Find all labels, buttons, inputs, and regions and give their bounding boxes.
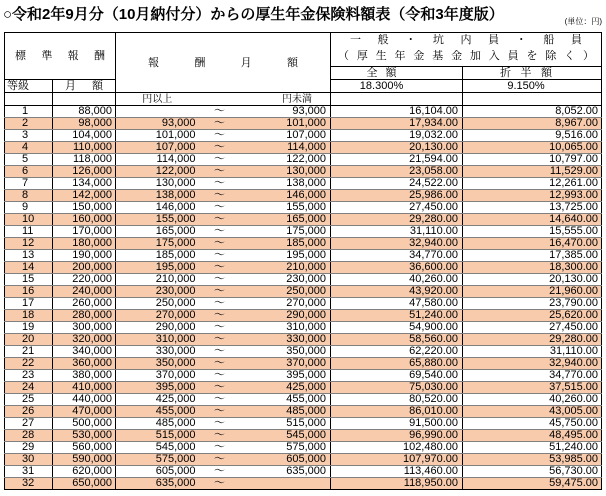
full-amount-cell: 107,970.00: [331, 454, 463, 466]
grade-cell: 12: [5, 238, 53, 250]
upper-bound-cell: 130,000: [241, 166, 331, 178]
half-amount-cell: 45,750.00: [463, 418, 602, 430]
grade-cell: 26: [5, 406, 53, 418]
grade-cell: 11: [5, 226, 53, 238]
half-amount-cell: 25,620.00: [463, 310, 602, 322]
table-row: [5, 334, 602, 346]
standard-monthly-cell: 98,000: [53, 118, 116, 130]
standard-monthly-cell: 134,000: [53, 178, 116, 190]
lower-bound-cell: 165,000: [116, 226, 199, 238]
full-amount-cell: 91,500.00: [331, 418, 463, 430]
upper-bound-cell: 230,000: [241, 274, 331, 286]
upper-bound-cell: 455,000: [241, 394, 331, 406]
half-amount-cell: 34,770.00: [463, 370, 602, 382]
lower-bound-cell: 575,000: [116, 454, 199, 466]
grade-cell: 3: [5, 130, 53, 142]
standard-remuneration-header: [5, 33, 116, 80]
standard-monthly-cell: 104,000: [53, 130, 116, 142]
table-row: [5, 274, 602, 286]
full-amount-cell: 62,220.00: [331, 346, 463, 358]
table-row: [5, 394, 602, 406]
upper-bound-cell: 250,000: [241, 286, 331, 298]
full-amount-cell: 65,880.00: [331, 358, 463, 370]
lower-bound-cell: 395,000: [116, 382, 199, 394]
grade-cell: 18: [5, 310, 53, 322]
standard-monthly-cell: 260,000: [53, 298, 116, 310]
upper-bound-cell: 146,000: [241, 190, 331, 202]
range-separator-cell: ～: [199, 118, 241, 130]
grade-cell: 21: [5, 346, 53, 358]
range-separator-cell: ～: [199, 382, 241, 394]
upper-bound-cell: 395,000: [241, 370, 331, 382]
insured-category-note: （ 厚 生 年 金 基 金 加 入 員 を 除 く ）: [338, 50, 595, 62]
lower-bound-cell: 545,000: [116, 442, 199, 454]
half-amount-cell: 9,516.00: [463, 130, 602, 142]
lower-bound-cell: 114,000: [116, 154, 199, 166]
range-separator-cell: ～: [199, 406, 241, 418]
lower-bound-cell: 425,000: [116, 394, 199, 406]
page-title: ○令和2年9月分（10月納付分）からの厚生年金保険料額表（令和3年度版）: [3, 6, 504, 23]
insured-category-label: 一 般 ・ 坑 内 員 ・ 船 員: [350, 34, 583, 46]
range-separator-cell: ～: [199, 286, 241, 298]
standard-monthly-cell: 320,000: [53, 334, 116, 346]
half-amount-cell: 21,960.00: [463, 286, 602, 298]
range-separator-cell: ～: [199, 334, 241, 346]
range-separator-cell: ～: [199, 430, 241, 442]
remuneration-monthly-label: 報 酬 月 額: [148, 56, 298, 69]
lower-bound-cell: 138,000: [116, 190, 199, 202]
table-row: [5, 466, 602, 478]
range-separator-cell: ～: [199, 274, 241, 286]
full-amount-cell: 43,920.00: [331, 286, 463, 298]
standard-monthly-cell: 620,000: [53, 466, 116, 478]
range-separator-cell: ～: [199, 226, 241, 238]
table-row: [5, 310, 602, 322]
full-amount-cell: 27,450.00: [331, 202, 463, 214]
full-amount-cell: 47,580.00: [331, 298, 463, 310]
grade-cell: 29: [5, 442, 53, 454]
range-separator-cell: ～: [199, 202, 241, 214]
table-row: [5, 346, 602, 358]
standard-monthly-cell: 220,000: [53, 274, 116, 286]
grade-cell: 4: [5, 142, 53, 154]
grade-cell: 9: [5, 202, 53, 214]
upper-bound-cell: 185,000: [241, 238, 331, 250]
range-separator-cell: ～: [199, 442, 241, 454]
upper-bound-cell: 370,000: [241, 358, 331, 370]
half-amount-cell: 12,261.00: [463, 178, 602, 190]
upper-bound-cell: 270,000: [241, 298, 331, 310]
standard-monthly-cell: 530,000: [53, 430, 116, 442]
upper-bound-cell: 575,000: [241, 442, 331, 454]
grade-cell: 30: [5, 454, 53, 466]
lower-bound-cell: 230,000: [116, 286, 199, 298]
grade-cell: 1: [5, 106, 53, 118]
half-amount-cell: 27,450.00: [463, 322, 602, 334]
full-amount-cell: 51,240.00: [331, 310, 463, 322]
lower-bound-cell: 175,000: [116, 238, 199, 250]
range-separator-cell: ～: [199, 466, 241, 478]
standard-monthly-cell: 118,000: [53, 154, 116, 166]
full-amount-header: [331, 67, 463, 80]
upper-bound-cell: 114,000: [241, 142, 331, 154]
half-amount-cell: 37,515.00: [463, 382, 602, 394]
grade-cell: 19: [5, 322, 53, 334]
table-row: [5, 286, 602, 298]
full-amount-cell: 34,770.00: [331, 250, 463, 262]
grade-cell: 20: [5, 334, 53, 346]
grade-cell: 27: [5, 418, 53, 430]
range-separator-cell: ～: [199, 130, 241, 142]
standard-monthly-cell: 500,000: [53, 418, 116, 430]
table-row: [5, 406, 602, 418]
half-amount-cell: 56,730.00: [463, 466, 602, 478]
table-row: [5, 238, 602, 250]
monthly-amount-label: 月 額: [65, 80, 103, 92]
standard-monthly-cell: 360,000: [53, 358, 116, 370]
standard-monthly-cell: 170,000: [53, 226, 116, 238]
lower-bound-cell: [116, 106, 199, 118]
lower-bound-cell: 107,000: [116, 142, 199, 154]
grade-cell: 13: [5, 250, 53, 262]
standard-monthly-cell: 560,000: [53, 442, 116, 454]
table-row: [5, 250, 602, 262]
full-amount-cell: 113,460.00: [331, 466, 463, 478]
header-unit-row: [5, 93, 602, 106]
grade-cell: 5: [5, 154, 53, 166]
full-amount-cell: 25,986.00: [331, 190, 463, 202]
upper-bound-cell: 175,000: [241, 226, 331, 238]
lower-bound-cell: 455,000: [116, 406, 199, 418]
table-row: [5, 262, 602, 274]
table-row: [5, 298, 602, 310]
full-amount-cell: 96,990.00: [331, 430, 463, 442]
grade-cell: 7: [5, 178, 53, 190]
blank-cell: [463, 93, 602, 106]
grade-cell: 17: [5, 298, 53, 310]
grade-cell: 6: [5, 166, 53, 178]
table-row: [5, 106, 602, 118]
upper-bound-cell: 605,000: [241, 454, 331, 466]
lower-bound-cell: 330,000: [116, 346, 199, 358]
table-row: [5, 382, 602, 394]
standard-monthly-cell: 110,000: [53, 142, 116, 154]
blank-cell: [53, 93, 116, 106]
full-amount-cell: 16,104.00: [331, 106, 463, 118]
table-body: [5, 106, 602, 490]
full-amount-label: 全 額: [366, 67, 397, 79]
upper-bound-cell: 122,000: [241, 154, 331, 166]
lower-bound-cell: 130,000: [116, 178, 199, 190]
range-separator-cell: ～: [199, 310, 241, 322]
standard-monthly-cell: 410,000: [53, 382, 116, 394]
standard-monthly-cell: 88,000: [53, 106, 116, 118]
lower-bound-cell: 350,000: [116, 358, 199, 370]
grade-header: 等級: [5, 80, 53, 93]
grade-cell: 25: [5, 394, 53, 406]
range-separator-cell: ～: [199, 214, 241, 226]
full-amount-cell: 58,560.00: [331, 334, 463, 346]
range-separator-cell: ～: [199, 238, 241, 250]
half-amount-cell: 8,052.00: [463, 106, 602, 118]
upper-bound-cell: 330,000: [241, 334, 331, 346]
grade-cell: 31: [5, 466, 53, 478]
range-separator-cell: ～: [199, 142, 241, 154]
full-amount-cell: 102,480.00: [331, 442, 463, 454]
upper-bound-cell: 155,000: [241, 202, 331, 214]
range-separator-cell: ～: [199, 394, 241, 406]
half-amount-cell: 20,130.00: [463, 274, 602, 286]
full-amount-cell: 118,950.00: [331, 478, 463, 490]
grade-cell: 32: [5, 478, 53, 490]
half-amount-cell: 16,470.00: [463, 238, 602, 250]
lower-bound-cell: 155,000: [116, 214, 199, 226]
half-amount-cell: 15,555.00: [463, 226, 602, 238]
lower-bound-cell: 195,000: [116, 262, 199, 274]
lower-bound-unit: 円以上: [116, 93, 199, 106]
grade-cell: 10: [5, 214, 53, 226]
blank-cell: [5, 93, 53, 106]
blank-cell: [199, 93, 241, 106]
full-amount-cell: 17,934.00: [331, 118, 463, 130]
half-amount-cell: 10,065.00: [463, 142, 602, 154]
half-amount-cell: 8,967.00: [463, 118, 602, 130]
lower-bound-cell: 122,000: [116, 166, 199, 178]
lower-bound-cell: 270,000: [116, 310, 199, 322]
full-amount-cell: 24,522.00: [331, 178, 463, 190]
full-amount-cell: 29,280.00: [331, 214, 463, 226]
table-row: [5, 370, 602, 382]
lower-bound-cell: 515,000: [116, 430, 199, 442]
table-row: [5, 142, 602, 154]
table-row: [5, 202, 602, 214]
table-row: [5, 478, 602, 490]
table-row: [5, 418, 602, 430]
half-amount-label: 折 半 額: [500, 67, 553, 79]
half-amount-cell: 59,475.00: [463, 478, 602, 490]
upper-bound-cell: 107,000: [241, 130, 331, 142]
upper-bound-cell: [241, 478, 331, 490]
half-amount-cell: 43,005.00: [463, 406, 602, 418]
upper-bound-cell: 195,000: [241, 250, 331, 262]
range-separator-cell: ～: [199, 298, 241, 310]
lower-bound-cell: 290,000: [116, 322, 199, 334]
range-separator-cell: ～: [199, 178, 241, 190]
half-amount-cell: 31,110.00: [463, 346, 602, 358]
standard-monthly-cell: 240,000: [53, 286, 116, 298]
upper-bound-cell: 210,000: [241, 262, 331, 274]
half-amount-cell: 12,993.00: [463, 190, 602, 202]
grade-cell: 16: [5, 286, 53, 298]
upper-bound-cell: 138,000: [241, 178, 331, 190]
upper-bound-cell: 350,000: [241, 346, 331, 358]
full-amount-cell: 75,030.00: [331, 382, 463, 394]
table-row: [5, 178, 602, 190]
upper-bound-cell: 425,000: [241, 382, 331, 394]
half-amount-cell: 29,280.00: [463, 334, 602, 346]
standard-monthly-cell: 150,000: [53, 202, 116, 214]
half-amount-cell: 17,385.00: [463, 250, 602, 262]
range-separator-cell: ～: [199, 478, 241, 490]
full-amount-cell: 20,130.00: [331, 142, 463, 154]
lower-bound-cell: 93,000: [116, 118, 199, 130]
unit-label: (単位：円): [564, 17, 602, 26]
table-row: [5, 166, 602, 178]
premium-table: [4, 32, 602, 490]
full-amount-cell: 19,032.00: [331, 130, 463, 142]
half-amount-cell: 11,529.00: [463, 166, 602, 178]
upper-bound-cell: 515,000: [241, 418, 331, 430]
full-amount-cell: 31,110.00: [331, 226, 463, 238]
range-separator-cell: ～: [199, 358, 241, 370]
full-amount-cell: 40,260.00: [331, 274, 463, 286]
half-amount-cell: 18,300.00: [463, 262, 602, 274]
standard-monthly-cell: 126,000: [53, 166, 116, 178]
lower-bound-cell: 210,000: [116, 274, 199, 286]
upper-bound-cell: 485,000: [241, 406, 331, 418]
lower-bound-cell: 310,000: [116, 334, 199, 346]
table-row: [5, 442, 602, 454]
range-separator-cell: ～: [199, 454, 241, 466]
half-amount-cell: 40,260.00: [463, 394, 602, 406]
half-amount-cell: 10,797.00: [463, 154, 602, 166]
standard-monthly-cell: 440,000: [53, 394, 116, 406]
lower-bound-cell: 605,000: [116, 466, 199, 478]
full-amount-cell: 80,520.00: [331, 394, 463, 406]
standard-monthly-cell: 380,000: [53, 370, 116, 382]
upper-bound-cell: 635,000: [241, 466, 331, 478]
upper-bound-cell: 165,000: [241, 214, 331, 226]
table-row: [5, 130, 602, 142]
standard-monthly-cell: 190,000: [53, 250, 116, 262]
blank-cell: [331, 93, 463, 106]
range-separator-cell: ～: [199, 190, 241, 202]
lower-bound-cell: 370,000: [116, 370, 199, 382]
table-row: [5, 226, 602, 238]
insured-category-header: [331, 33, 602, 67]
monthly-amount-header: [53, 80, 116, 93]
standard-monthly-cell: 200,000: [53, 262, 116, 274]
grade-cell: 23: [5, 370, 53, 382]
half-amount-cell: 51,240.00: [463, 442, 602, 454]
standard-monthly-cell: 590,000: [53, 454, 116, 466]
lower-bound-cell: 635,000: [116, 478, 199, 490]
range-separator-cell: ～: [199, 418, 241, 430]
standard-monthly-cell: 280,000: [53, 310, 116, 322]
lower-bound-cell: 101,000: [116, 130, 199, 142]
full-amount-cell: 54,900.00: [331, 322, 463, 334]
lower-bound-cell: 485,000: [116, 418, 199, 430]
remuneration-monthly-header: [116, 33, 331, 93]
lower-bound-cell: 250,000: [116, 298, 199, 310]
range-separator-cell: ～: [199, 166, 241, 178]
half-amount-cell: 23,790.00: [463, 298, 602, 310]
upper-bound-cell: 310,000: [241, 322, 331, 334]
table-row: [5, 118, 602, 130]
range-separator-cell: ～: [199, 154, 241, 166]
grade-cell: 2: [5, 118, 53, 130]
grade-cell: 28: [5, 430, 53, 442]
standard-monthly-cell: 650,000: [53, 478, 116, 490]
table-row: [5, 154, 602, 166]
full-amount-cell: 23,058.00: [331, 166, 463, 178]
full-amount-cell: 36,600.00: [331, 262, 463, 274]
half-amount-header: [463, 67, 602, 80]
upper-bound-cell: 101,000: [241, 118, 331, 130]
lower-bound-cell: 146,000: [116, 202, 199, 214]
full-amount-cell: 21,594.00: [331, 154, 463, 166]
full-amount-cell: 86,010.00: [331, 406, 463, 418]
range-separator-cell: ～: [199, 262, 241, 274]
half-amount-cell: 13,725.00: [463, 202, 602, 214]
standard-monthly-cell: 470,000: [53, 406, 116, 418]
range-separator-cell: ～: [199, 322, 241, 334]
grade-cell: 15: [5, 274, 53, 286]
full-amount-cell: 32,940.00: [331, 238, 463, 250]
table-row: [5, 322, 602, 334]
grade-cell: 22: [5, 358, 53, 370]
standard-monthly-cell: 142,000: [53, 190, 116, 202]
grade-cell: 8: [5, 190, 53, 202]
upper-bound-cell: 290,000: [241, 310, 331, 322]
range-separator-cell: ～: [199, 370, 241, 382]
upper-bound-cell: 93,000: [241, 106, 331, 118]
half-amount-cell: 14,640.00: [463, 214, 602, 226]
half-amount-cell: 48,495.00: [463, 430, 602, 442]
upper-bound-cell: 545,000: [241, 430, 331, 442]
full-rate-header: 18.300%: [331, 80, 463, 93]
lower-bound-cell: 185,000: [116, 250, 199, 262]
standard-monthly-cell: 300,000: [53, 322, 116, 334]
table-row: [5, 454, 602, 466]
half-amount-cell: 32,940.00: [463, 358, 602, 370]
range-separator-cell: ～: [199, 250, 241, 262]
standard-monthly-cell: 340,000: [53, 346, 116, 358]
table-row: [5, 190, 602, 202]
grade-cell: 24: [5, 382, 53, 394]
grade-cell: 14: [5, 262, 53, 274]
upper-bound-unit: 円未満: [241, 93, 331, 106]
half-rate-header: 9.150%: [463, 80, 602, 93]
standard-monthly-cell: 180,000: [53, 238, 116, 250]
table-row: [5, 430, 602, 442]
full-amount-cell: 69,540.00: [331, 370, 463, 382]
standard-monthly-cell: 160,000: [53, 214, 116, 226]
header-row: [5, 33, 602, 67]
range-separator-cell: ～: [199, 346, 241, 358]
table-row: [5, 358, 602, 370]
table-row: [5, 214, 602, 226]
table-header: [5, 33, 602, 106]
range-separator-cell: ～: [199, 106, 241, 118]
half-amount-cell: 53,985.00: [463, 454, 602, 466]
standard-remuneration-label: 標 準 報 酬: [15, 50, 105, 62]
